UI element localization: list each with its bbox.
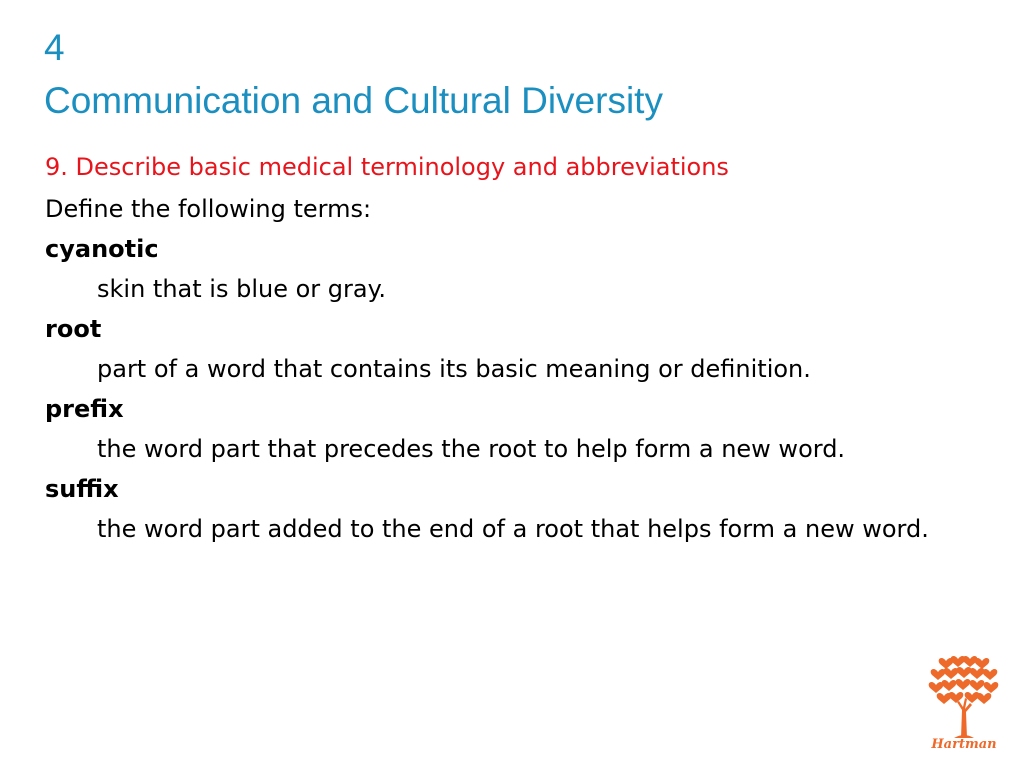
hartman-logo [924,652,1004,756]
hartman-logo-text: Hartman [931,737,997,752]
intro-text: Define the following terms: [45,195,372,223]
learning-objective: 9. Describe basic medical terminology and abbreviations [45,153,729,181]
heart-tree-icon [924,652,1004,740]
term-root: root [45,315,102,343]
slide-content [45,150,975,552]
term-suffix: suffix [45,475,119,503]
definition-cyanotic: skin that is blue or gray. [97,275,386,303]
chapter-number: 4 [44,27,65,68]
chapter-title: Communication and Cultural Diversity [44,80,663,121]
definition-root: part of a word that contains its basic meaning or definition. [97,355,811,383]
definition-prefix: the word part that precedes the root to help form a new word. [97,435,846,463]
term-prefix: prefix [45,395,124,423]
term-cyanotic: cyanotic [45,235,159,263]
definition-suffix: the word part added to the end of a root that helps form a new word. [97,515,929,543]
